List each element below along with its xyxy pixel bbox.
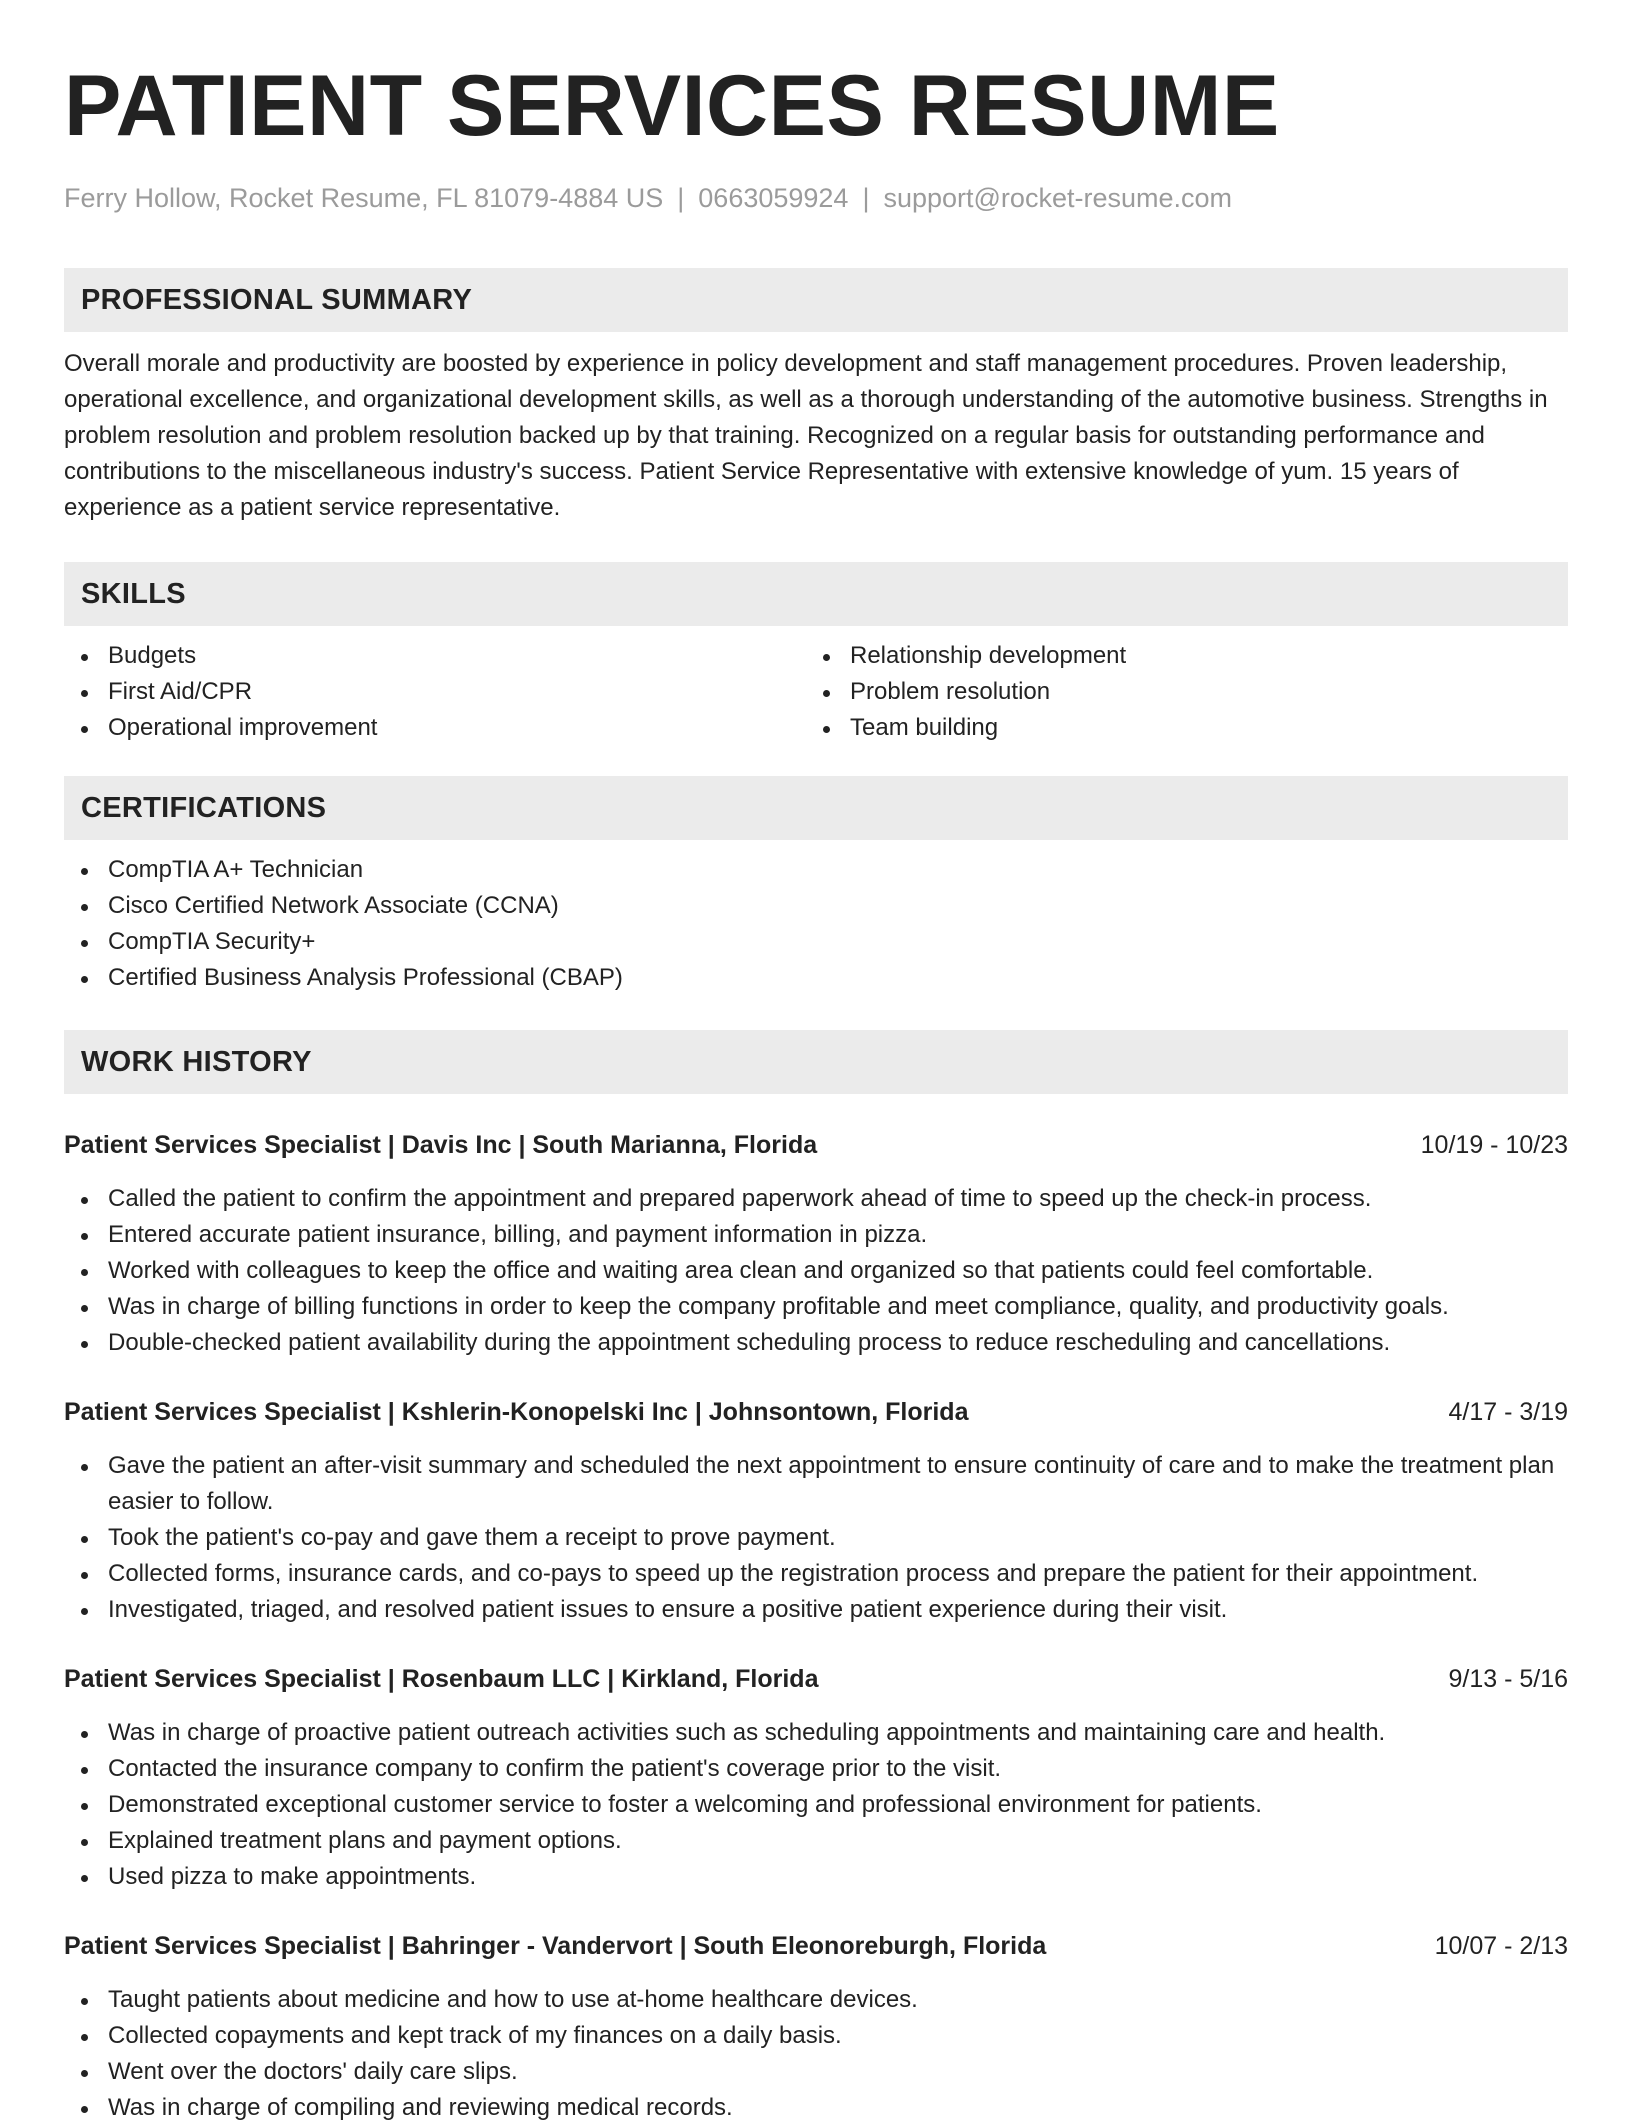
job-bullet: Collected copayments and kept track of my finances on a daily basis. [64, 2018, 1568, 2054]
job-dates: 10/07 - 2/13 [1434, 1932, 1568, 1960]
contact-separator: | [677, 183, 685, 213]
job-title-row [64, 1394, 1568, 1430]
certification-item: CompTIA Security+ [64, 924, 1568, 960]
job-bullets [64, 1715, 1568, 1895]
job-bullet: Was in charge of compiling and reviewing medical records. [64, 2090, 1568, 2126]
job-bullets [64, 1181, 1568, 1361]
job-bullet: Contacted the insurance company to confirm the patient's coverage prior to the visit. [64, 1751, 1568, 1787]
section-header-summary: PROFESSIONAL SUMMARY [64, 268, 1568, 332]
resume-title: PATIENT SERVICES RESUME [64, 58, 1280, 154]
job-title: Patient Services Specialist | Bahringer - Vandervort | South Eleonoreburgh, Florida [64, 1932, 1047, 1960]
skill-item: First Aid/CPR [64, 674, 806, 710]
skill-item: Team building [806, 710, 1548, 746]
job-entry [64, 1661, 1568, 1895]
certification-item: CompTIA A+ Technician [64, 852, 1568, 888]
job-title-row [64, 1928, 1568, 1964]
job-bullet: Was in charge of billing functions in order to keep the company profitable and meet compliance, quality, and productivity goals. [64, 1289, 1568, 1325]
job-bullet: Collected forms, insurance cards, and co-pays to speed up the registration process and prepare the patient for their appointment. [64, 1556, 1568, 1592]
job-bullet: Double-checked patient availability during the appointment scheduling process to reduce rescheduling and cancellations. [64, 1325, 1568, 1361]
job-dates: 10/19 - 10/23 [1420, 1131, 1568, 1159]
skill-item: Budgets [64, 638, 806, 674]
contact-phone: 0663059924 [698, 183, 849, 213]
summary-text: Overall morale and productivity are boosted by experience in policy development and staff management procedures. Proven leadership, operational excellence, and organizational development skills, as well as a thorough understanding of the automotive business. Strengths in problem resolution and problem resolution backed up by that training. Recognized on a regular basis for outstanding performance and contributions to the miscellaneous industry's success. Patient Service Representative with extensive knowledge of yum. 15 years of experience as a patient service representative. [64, 350, 1548, 521]
skills-list [64, 638, 1568, 746]
contact-line [64, 180, 1568, 216]
skill-item: Operational improvement [64, 710, 806, 746]
job-bullet: Taught patients about medicine and how to use at-home healthcare devices. [64, 1982, 1568, 2018]
job-title: Patient Services Specialist | Rosenbaum LLC | Kirkland, Florida [64, 1665, 819, 1693]
section-header-work-history: WORK HISTORY [64, 1030, 1568, 1094]
skills-column-left [64, 638, 806, 746]
job-bullet: Went over the doctors' daily care slips. [64, 2054, 1568, 2090]
skills-column-right [806, 638, 1548, 746]
job-entry [64, 1394, 1568, 1628]
job-entry [64, 1127, 1568, 1361]
job-bullet: Called the patient to confirm the appointment and prepared paperwork ahead of time to speed up the check-in process. [64, 1181, 1568, 1217]
section-header-certifications: CERTIFICATIONS [64, 776, 1568, 840]
job-bullets [64, 1448, 1568, 1628]
job-dates: 9/13 - 5/16 [1448, 1665, 1568, 1693]
job-bullet: Worked with colleagues to keep the office and waiting area clean and organized so that patients could feel comfortable. [64, 1253, 1568, 1289]
job-title-row [64, 1127, 1568, 1163]
job-bullet: Investigated, triaged, and resolved patient issues to ensure a positive patient experience during their visit. [64, 1592, 1568, 1628]
job-entry [64, 1928, 1568, 2126]
job-bullet: Entered accurate patient insurance, billing, and payment information in pizza. [64, 1217, 1568, 1253]
job-bullet: Used pizza to make appointments. [64, 1859, 1568, 1895]
job-bullet: Took the patient's co-pay and gave them a receipt to prove payment. [64, 1520, 1568, 1556]
certifications-list [64, 852, 1568, 996]
job-bullet: Explained treatment plans and payment options. [64, 1823, 1568, 1859]
skill-item: Problem resolution [806, 674, 1548, 710]
job-title-row [64, 1661, 1568, 1697]
job-bullets [64, 1982, 1568, 2126]
section-header-skills: SKILLS [64, 562, 1568, 626]
skill-item: Relationship development [806, 638, 1548, 674]
contact-separator: | [862, 183, 870, 213]
certification-item: Cisco Certified Network Associate (CCNA) [64, 888, 1568, 924]
job-title: Patient Services Specialist | Davis Inc | South Marianna, Florida [64, 1131, 818, 1159]
job-dates: 4/17 - 3/19 [1448, 1398, 1568, 1426]
job-title: Patient Services Specialist | Kshlerin-Konopelski Inc | Johnsontown, Florida [64, 1398, 969, 1426]
contact-email: support@rocket-resume.com [883, 183, 1232, 213]
certification-item: Certified Business Analysis Professional (CBAP) [64, 960, 1568, 996]
contact-address: Ferry Hollow, Rocket Resume, FL 81079-4884 US [64, 183, 664, 213]
job-bullet: Was in charge of proactive patient outreach activities such as scheduling appointments and maintaining care and health. [64, 1715, 1568, 1751]
job-bullet: Demonstrated exceptional customer service to foster a welcoming and professional environment for patients. [64, 1787, 1568, 1823]
job-bullet: Gave the patient an after-visit summary and scheduled the next appointment to ensure continuity of care and to make the treatment plan easier to follow. [64, 1448, 1568, 1520]
